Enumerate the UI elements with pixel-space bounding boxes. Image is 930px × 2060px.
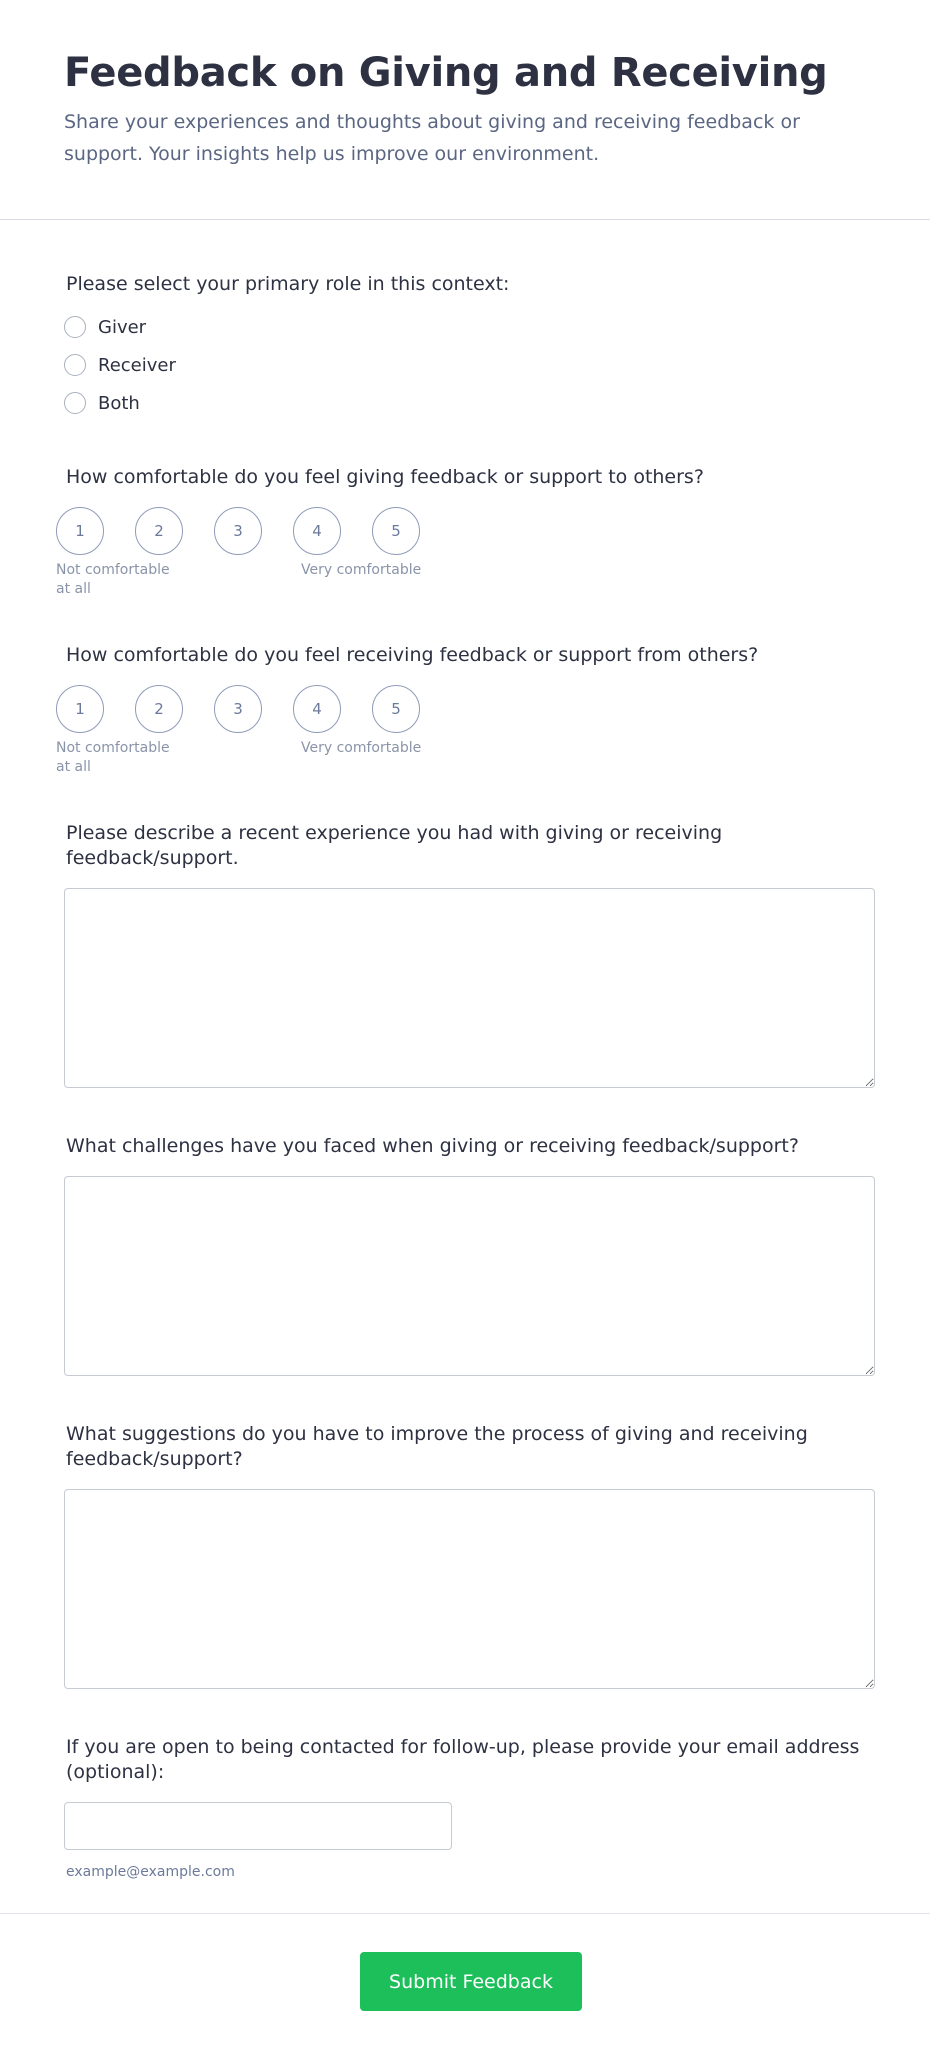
- challenges-question-label: What challenges have you faced when giving or receiving feedback/support?: [66, 1135, 799, 1157]
- radio-label-both: Both: [98, 392, 140, 414]
- radio-option-giver[interactable]: [64, 314, 146, 340]
- radio-circle-icon[interactable]: [64, 354, 86, 376]
- role-question-label: Please select your primary role in this context:: [66, 273, 510, 295]
- comfort-giving-option-5[interactable]: 5: [372, 507, 420, 555]
- comfort-receiving-high-label: Very comfortable: [301, 740, 422, 756]
- radio-circle-icon[interactable]: [64, 392, 86, 414]
- comfort-giving-option-2[interactable]: 2: [135, 507, 183, 555]
- comfort-giving-option-1[interactable]: 1: [56, 507, 104, 555]
- radio-label-receiver: Receiver: [98, 354, 176, 376]
- page-title: Feedback on Giving and Receiving: [64, 50, 828, 96]
- comfort-giving-high-label: Very comfortable: [301, 562, 422, 578]
- radio-option-both[interactable]: [64, 390, 140, 416]
- comfort-giving-option-3[interactable]: 3: [214, 507, 262, 555]
- comfort-receiving-option-3[interactable]: 3: [214, 685, 262, 733]
- comfort-giving-scale: [56, 507, 456, 607]
- comfort-receiving-low-label: Not comfortable at all: [56, 740, 170, 775]
- radio-circle-icon[interactable]: [64, 316, 86, 338]
- footer-divider: [0, 1913, 930, 1914]
- form-header: [0, 0, 930, 220]
- comfort-receiving-option-1[interactable]: 1: [56, 685, 104, 733]
- comfort-receiving-scale: [56, 685, 456, 785]
- experience-textarea[interactable]: [64, 888, 875, 1088]
- suggestions-textarea[interactable]: [64, 1489, 875, 1689]
- comfort-giving-low-label: Not comfortable at all: [56, 562, 170, 597]
- email-hint: example@example.com: [66, 1864, 235, 1880]
- comfort-receiving-label: How comfortable do you feel receiving feedback or support from others?: [66, 644, 759, 666]
- submit-feedback-button[interactable]: Submit Feedback: [360, 1952, 582, 2011]
- challenges-textarea[interactable]: [64, 1176, 875, 1376]
- experience-question-label: Please describe a recent experience you had with giving or receiving feedback/support.: [66, 822, 723, 869]
- suggestions-question-label: What suggestions do you have to improve the process of giving and receiving feedback/support?: [66, 1423, 808, 1470]
- radio-label-giver: Giver: [98, 316, 147, 338]
- email-input[interactable]: [64, 1802, 452, 1850]
- comfort-receiving-option-4[interactable]: 4: [293, 685, 341, 733]
- page-subtitle: Share your experiences and thoughts about giving and receiving feedback or support. Your insights help us improve our environment.: [64, 111, 800, 165]
- comfort-receiving-option-2[interactable]: 2: [135, 685, 183, 733]
- radio-option-receiver[interactable]: [64, 352, 176, 378]
- comfort-giving-option-4[interactable]: 4: [293, 507, 341, 555]
- comfort-receiving-option-5[interactable]: 5: [372, 685, 420, 733]
- comfort-giving-label: How comfortable do you feel giving feedback or support to others?: [66, 466, 704, 488]
- email-question-label: If you are open to being contacted for follow-up, please provide your email address (optional):: [66, 1736, 860, 1783]
